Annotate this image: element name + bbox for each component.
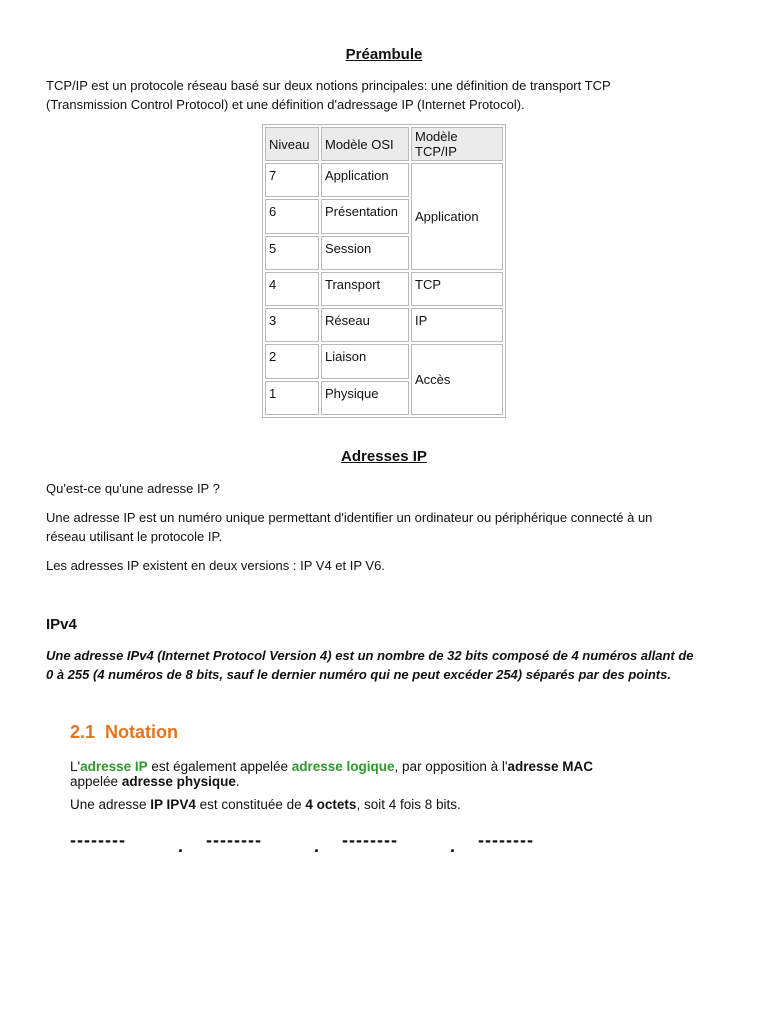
level-cell: 1 — [265, 381, 319, 415]
header-niveau: Niveau — [265, 127, 319, 161]
intro-line: TCP/IP est un protocole réseau basé sur deux notions principales: une définition de transport TCP — [46, 78, 611, 93]
adresses-ip-definition — [46, 508, 726, 546]
osi-layer-cell: Présentation — [321, 199, 409, 233]
notation-line-2 — [70, 774, 690, 789]
adresse-ip-term: adresse IP — [80, 759, 148, 774]
text: appelée — [70, 774, 122, 789]
octet-placeholder: -------- — [206, 830, 262, 850]
text: L' — [70, 759, 81, 774]
notation-title: Notation — [105, 722, 179, 742]
osi-layer-cell: Application — [321, 163, 409, 197]
osi-layer-cell: Physique — [321, 381, 409, 415]
header-modele-tcpip: Modèle TCP/IP — [411, 127, 503, 161]
octets-term: 4 octets — [305, 797, 357, 812]
adresses-ip-question: Qu'est-ce qu'une adresse IP ? — [46, 481, 220, 496]
definition-line: réseau utilisant le protocole IP. — [46, 529, 223, 544]
osi-layer-cell: Session — [321, 236, 409, 270]
intro-line: (Transmission Control Protocol) et une définition d'adressage IP (Internet Protocol). — [46, 97, 525, 112]
ipv4-definition — [46, 646, 736, 684]
text: est également appelée — [147, 759, 292, 774]
level-cell: 4 — [265, 272, 319, 306]
level-cell: 7 — [265, 163, 319, 197]
header-modele-osi: Modèle OSI — [321, 127, 409, 161]
text: , par opposition à l' — [394, 759, 508, 774]
text: est constituée de — [195, 797, 306, 812]
adresse-physique-term: adresse physique — [121, 774, 236, 789]
ipv4-def-line: Une adresse IPv4 (Internet Protocol Version 4) est un nombre de 32 bits composé de 4 numéros allant de — [46, 648, 694, 663]
level-cell: 2 — [265, 344, 319, 378]
table-row — [265, 163, 503, 197]
osi-layer-cell: Réseau — [321, 308, 409, 342]
table-row — [265, 272, 503, 306]
preambule-title: Préambule — [345, 46, 423, 63]
octet-placeholder: -------- — [478, 830, 534, 850]
ip-ipv4-term: IP IPV4 — [150, 797, 196, 812]
octet-placeholder: -------- — [70, 830, 126, 850]
octet-separator: . — [450, 836, 456, 856]
text: Une adresse — [70, 797, 151, 812]
level-cell: 6 — [265, 199, 319, 233]
notation-number: 2.1 — [70, 722, 96, 742]
notation-line-3 — [70, 797, 690, 812]
tcpip-ip-cell: IP — [411, 308, 503, 342]
text: . — [235, 774, 240, 789]
octet-separator: . — [178, 836, 184, 856]
tcpip-acces-cell: Accès — [411, 344, 503, 415]
preambule-intro — [46, 76, 726, 114]
adresses-ip-title: Adresses IP — [341, 448, 427, 465]
table-row — [265, 344, 503, 378]
adresse-mac-term: adresse MAC — [507, 759, 593, 774]
text: , soit 4 fois 8 bits. — [356, 797, 461, 812]
notation-line-1 — [70, 759, 690, 774]
octet-separator: . — [314, 836, 320, 856]
definition-line: Une adresse IP est un numéro unique permettant d'identifier un ordinateur ou périphérique connecté à un — [46, 510, 653, 525]
table-row — [265, 308, 503, 342]
level-cell: 5 — [265, 236, 319, 270]
adresse-logique-term: adresse logique — [291, 759, 395, 774]
notation-heading — [70, 722, 178, 743]
table-header-row — [265, 127, 503, 161]
octet-placeholder: -------- — [342, 830, 398, 850]
adresses-ip-versions: Les adresses IP existent en deux versions : IP V4 et IP V6. — [46, 558, 385, 573]
ipv4-title: IPv4 — [46, 616, 77, 633]
ipv4-def-line: 0 à 255 (4 numéros de 8 bits, sauf le dernier numéro qui ne peut excéder 254) séparés par des points. — [46, 667, 671, 682]
osi-tcpip-table — [262, 124, 506, 418]
level-cell: 3 — [265, 308, 319, 342]
osi-layer-cell: Transport — [321, 272, 409, 306]
osi-layer-cell: Liaison — [321, 344, 409, 378]
tcpip-application-cell: Application — [411, 163, 503, 270]
tcpip-tcp-cell: TCP — [411, 272, 503, 306]
